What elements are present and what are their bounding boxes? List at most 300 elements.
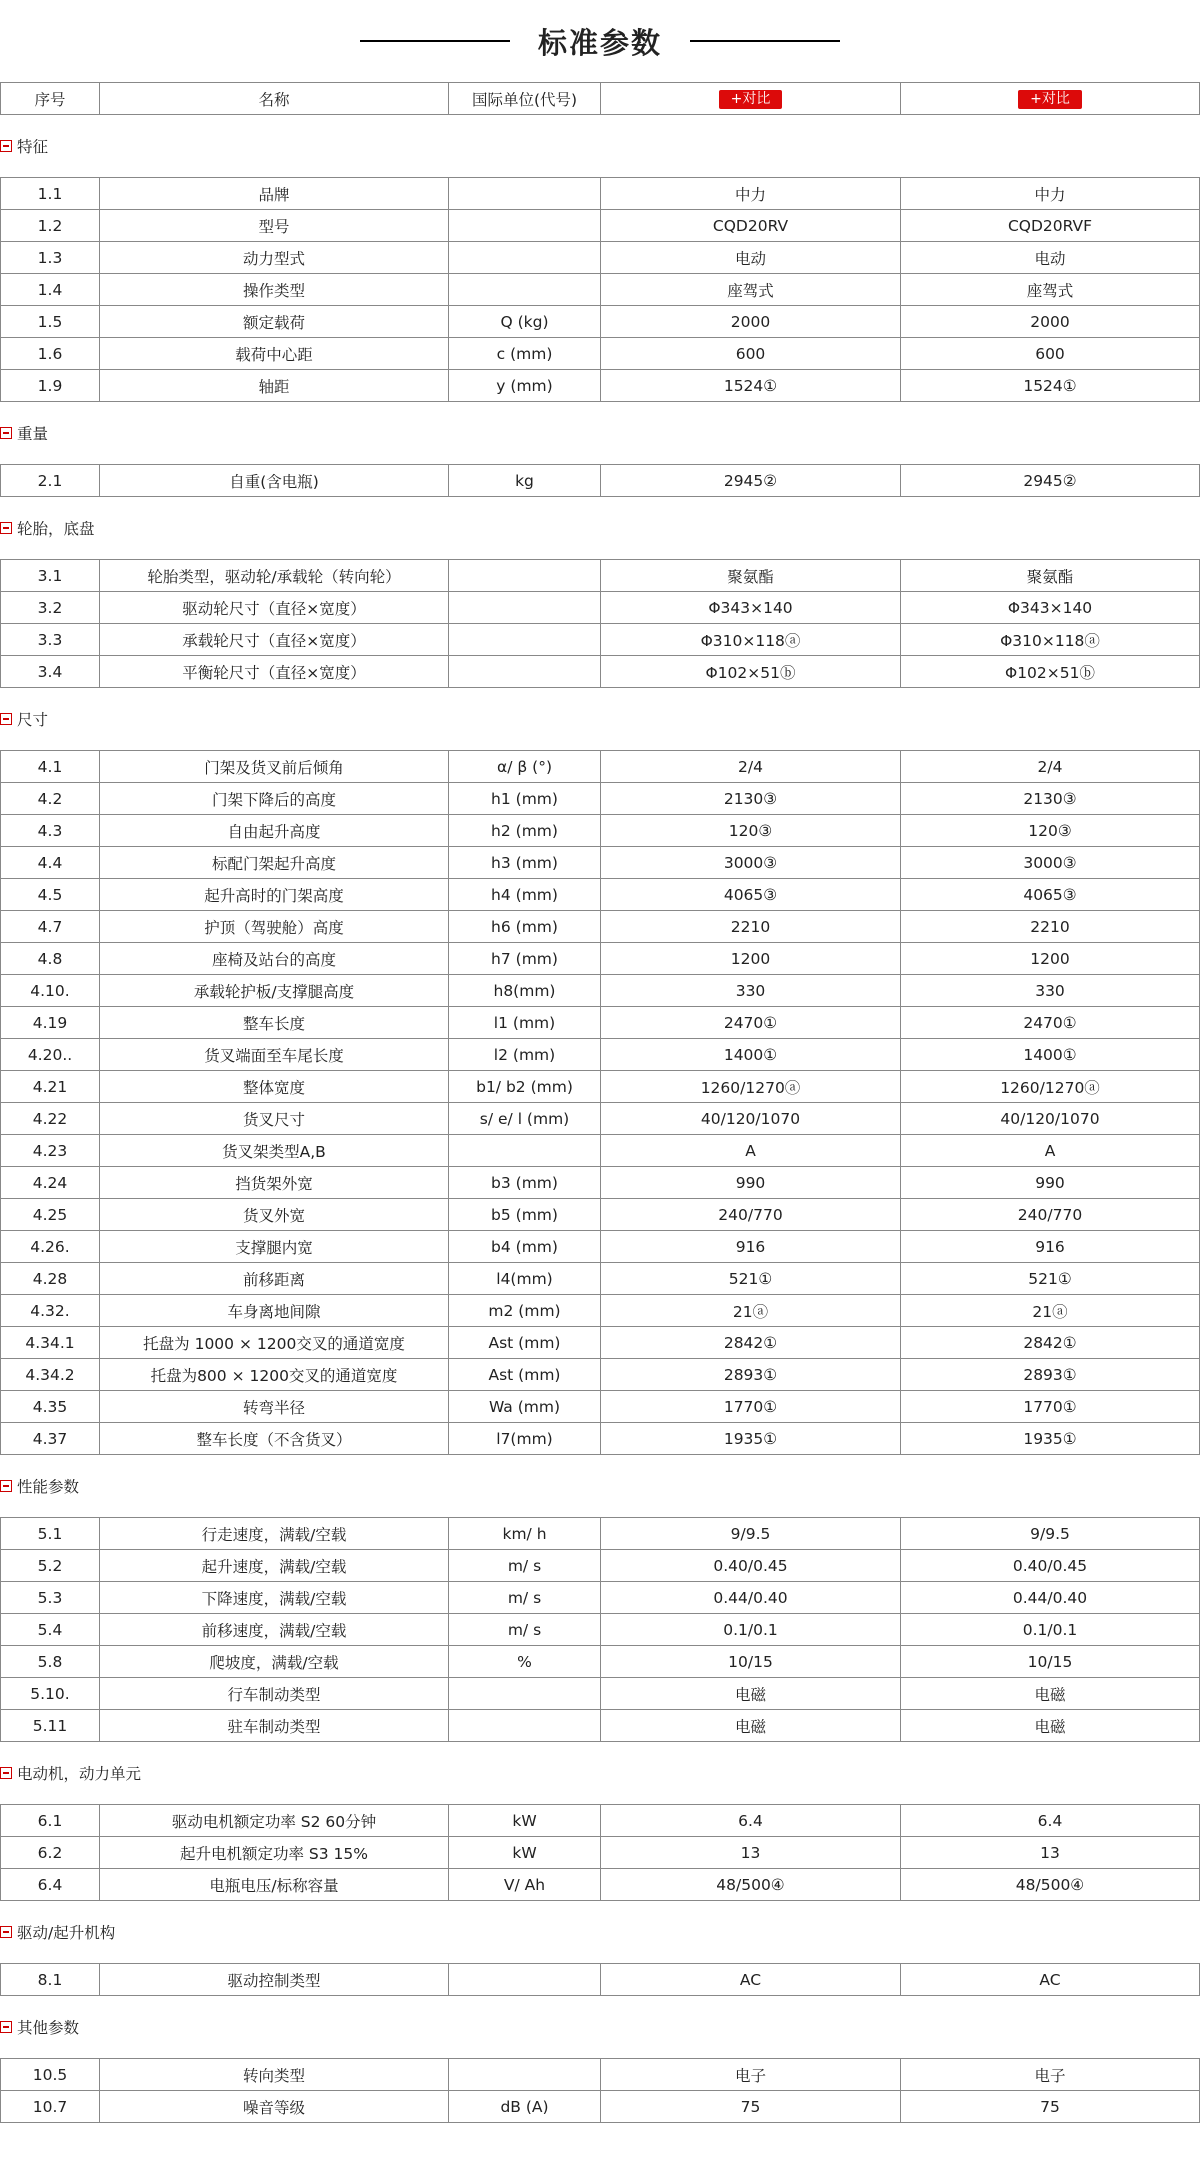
cell-value-2: 0.44/0.40 [901,1582,1200,1614]
cell-no: 4.34.2 [1,1359,100,1391]
cell-value-1: 990 [601,1167,901,1199]
cell-name: 承载轮尺寸（直径×宽度） [100,624,449,656]
cell-no: 4.37 [1,1423,100,1455]
cell-unit: h6 (mm) [449,911,601,943]
cell-unit: b1/ b2 (mm) [449,1071,601,1103]
page-title: 标准参数 [537,25,662,60]
collapse-toggle-icon[interactable] [0,1926,12,1938]
collapse-toggle-icon[interactable] [0,2021,12,2033]
section-title: 特征 [17,138,49,156]
cell-name: 驱动轮尺寸（直径×宽度） [100,592,449,624]
header-compare-cell-2 [901,83,1200,115]
cell-no: 4.34.1 [1,1327,100,1359]
cell-value-2: 2945② [901,465,1200,497]
table-row [1,2059,1200,2091]
table-row [1,751,1200,783]
cell-name: 标配门架起升高度 [100,847,449,879]
cell-name: 挡货架外宽 [100,1167,449,1199]
title-divider-right [690,40,840,42]
cell-no: 3.3 [1,624,100,656]
table-row [1,560,1200,592]
cell-unit: dB (A) [449,2091,601,2123]
table-row [1,1614,1200,1646]
table-row [1,879,1200,911]
cell-no: 4.21 [1,1071,100,1103]
cell-name: 货叉架类型A,B [100,1135,449,1167]
cell-no: 4.23 [1,1135,100,1167]
minus-icon [3,718,9,720]
minus-icon [3,1931,9,1933]
table-row [1,656,1200,688]
cell-value-2: 3000③ [901,847,1200,879]
cell-value-1: 2842① [601,1327,901,1359]
section-table [0,1804,1200,1901]
cell-value-1: 0.1/0.1 [601,1614,901,1646]
cell-value-2: 电磁 [901,1678,1200,1710]
table-row [1,1135,1200,1167]
cell-no: 3.1 [1,560,100,592]
cell-value-2: 9/9.5 [901,1518,1200,1550]
table-row [1,210,1200,242]
cell-no: 4.5 [1,879,100,911]
cell-value-2: 2130③ [901,783,1200,815]
collapse-toggle-icon[interactable] [0,427,12,439]
cell-value-2: 13 [901,1837,1200,1869]
cell-name: 前移速度，满载/空载 [100,1614,449,1646]
cell-value-2: Φ343×140 [901,592,1200,624]
cell-value-2: 600 [901,338,1200,370]
cell-no: 6.1 [1,1805,100,1837]
section-title: 其他参数 [17,2019,80,2037]
header-no: 序号 [1,83,100,115]
cell-value-1: 3000③ [601,847,901,879]
cell-no: 3.4 [1,656,100,688]
section-title: 轮胎，底盘 [17,520,95,538]
cell-unit: h2 (mm) [449,815,601,847]
cell-value-2: 1935① [901,1423,1200,1455]
cell-value-1: Φ310×118ⓐ [601,624,901,656]
table-row [1,1071,1200,1103]
table-row [1,274,1200,306]
cell-name: 自重(含电瓶) [100,465,449,497]
cell-name: 整车长度（不含货叉） [100,1423,449,1455]
cell-value-1: 2000 [601,306,901,338]
cell-value-2: 6.4 [901,1805,1200,1837]
table-row [1,1263,1200,1295]
cell-name: 起升速度，满载/空载 [100,1550,449,1582]
cell-value-1: 2893① [601,1359,901,1391]
cell-no: 5.1 [1,1518,100,1550]
cell-no: 4.7 [1,911,100,943]
cell-value-2: 10/15 [901,1646,1200,1678]
compare-button-2[interactable]: +对比 [1018,90,1082,109]
table-row [1,465,1200,497]
section-table [0,1517,1200,1742]
cell-unit [449,178,601,210]
cell-no: 10.7 [1,2091,100,2123]
cell-value-2: 4065③ [901,879,1200,911]
cell-value-2: 电动 [901,242,1200,274]
cell-no: 4.24 [1,1167,100,1199]
cell-value-1: A [601,1135,901,1167]
table-row [1,1646,1200,1678]
cell-no: 4.32. [1,1295,100,1327]
section-title: 电动机，动力单元 [17,1765,142,1783]
cell-name: 品牌 [100,178,449,210]
cell-no: 4.35 [1,1391,100,1423]
cell-value-2: 0.1/0.1 [901,1614,1200,1646]
cell-value-1: 0.40/0.45 [601,1550,901,1582]
cell-unit [449,242,601,274]
cell-value-1: 21ⓐ [601,1295,901,1327]
table-row [1,1869,1200,1901]
title-divider-left [360,40,510,42]
cell-unit: b3 (mm) [449,1167,601,1199]
cell-value-2: 2842① [901,1327,1200,1359]
table-row [1,1710,1200,1742]
cell-value-2: 1400① [901,1039,1200,1071]
table-row [1,943,1200,975]
cell-value-1: 座驾式 [601,274,901,306]
section-header [0,1901,1200,1963]
cell-unit: Ast (mm) [449,1327,601,1359]
table-row [1,911,1200,943]
cell-no: 4.1 [1,751,100,783]
cell-no: 4.8 [1,943,100,975]
section-title: 性能参数 [17,1478,80,1496]
collapse-toggle-icon[interactable] [0,1767,12,1779]
cell-unit: α/ β (°) [449,751,601,783]
table-row [1,1550,1200,1582]
cell-unit: m/ s [449,1614,601,1646]
cell-value-2: 2470① [901,1007,1200,1039]
cell-no: 1.2 [1,210,100,242]
table-row [1,1518,1200,1550]
cell-value-2: 座驾式 [901,274,1200,306]
cell-value-2: 1200 [901,943,1200,975]
table-row [1,1964,1200,1996]
header-compare-cell-1 [601,83,901,115]
cell-unit [449,1710,601,1742]
cell-value-2: 240/770 [901,1199,1200,1231]
cell-no: 4.10. [1,975,100,1007]
cell-value-1: 1260/1270ⓐ [601,1071,901,1103]
cell-unit: kW [449,1837,601,1869]
cell-unit: l1 (mm) [449,1007,601,1039]
cell-no: 5.10. [1,1678,100,1710]
cell-unit: l4(mm) [449,1263,601,1295]
cell-unit: b5 (mm) [449,1199,601,1231]
cell-name: 支撑腿内宽 [100,1231,449,1263]
section-title: 重量 [17,425,49,443]
cell-name: 门架下降后的高度 [100,783,449,815]
cell-value-1: Φ343×140 [601,592,901,624]
section-header [0,497,1200,559]
cell-unit: h4 (mm) [449,879,601,911]
cell-value-2: 2893① [901,1359,1200,1391]
cell-value-1: 40/120/1070 [601,1103,901,1135]
cell-name: 驻车制动类型 [100,1710,449,1742]
header-row [1,83,1200,115]
cell-value-1: 2945② [601,465,901,497]
section-title: 驱动/起升机构 [17,1924,116,1942]
cell-value-1: 聚氨酯 [601,560,901,592]
cell-unit: h3 (mm) [449,847,601,879]
cell-no: 8.1 [1,1964,100,1996]
table-row [1,242,1200,274]
cell-no: 5.11 [1,1710,100,1742]
cell-name: 托盘为 1000 × 1200交叉的通道宽度 [100,1327,449,1359]
section-table [0,2058,1200,2123]
cell-value-2: 120③ [901,815,1200,847]
cell-unit: l7(mm) [449,1423,601,1455]
table-row [1,1295,1200,1327]
minus-icon [3,432,9,434]
cell-value-1: 600 [601,338,901,370]
cell-no: 3.2 [1,592,100,624]
cell-value-2: 1524① [901,370,1200,402]
cell-value-2: 聚氨酯 [901,560,1200,592]
cell-no: 1.3 [1,242,100,274]
table-row [1,1103,1200,1135]
table-row [1,1039,1200,1071]
cell-no: 4.19 [1,1007,100,1039]
cell-name: 整体宽度 [100,1071,449,1103]
cell-no: 4.26. [1,1231,100,1263]
table-row [1,847,1200,879]
cell-unit: h8(mm) [449,975,601,1007]
table-row [1,1805,1200,1837]
header-table [0,82,1200,115]
minus-icon [3,2026,9,2028]
cell-no: 4.3 [1,815,100,847]
cell-name: 平衡轮尺寸（直径×宽度） [100,656,449,688]
cell-unit: kg [449,465,601,497]
cell-unit: c (mm) [449,338,601,370]
cell-no: 6.4 [1,1869,100,1901]
cell-unit [449,1135,601,1167]
cell-value-1: 2/4 [601,751,901,783]
cell-name: 货叉尺寸 [100,1103,449,1135]
cell-value-2: 48/500④ [901,1869,1200,1901]
cell-value-2: Φ102×51ⓑ [901,656,1200,688]
cell-unit [449,560,601,592]
cell-no: 1.1 [1,178,100,210]
cell-unit: y (mm) [449,370,601,402]
cell-value-1: 1524① [601,370,901,402]
cell-value-1: 330 [601,975,901,1007]
cell-value-2: 916 [901,1231,1200,1263]
table-row [1,1199,1200,1231]
cell-name: 货叉端面至车尾长度 [100,1039,449,1071]
cell-unit: Q (kg) [449,306,601,338]
table-row [1,1007,1200,1039]
cell-value-1: 9/9.5 [601,1518,901,1550]
collapse-toggle-icon[interactable] [0,522,12,534]
cell-value-1: 电子 [601,2059,901,2091]
section-header [0,688,1200,750]
cell-unit: m/ s [449,1582,601,1614]
cell-no: 1.6 [1,338,100,370]
cell-value-1: 1200 [601,943,901,975]
cell-value-1: 10/15 [601,1646,901,1678]
table-row [1,2091,1200,2123]
cell-unit: h7 (mm) [449,943,601,975]
cell-name: 行走速度，满载/空载 [100,1518,449,1550]
table-row [1,783,1200,815]
cell-name: 起升电机额定功率 S3 15% [100,1837,449,1869]
table-row [1,815,1200,847]
cell-name: 操作类型 [100,274,449,306]
cell-no: 4.2 [1,783,100,815]
cell-unit: km/ h [449,1518,601,1550]
cell-value-1: 916 [601,1231,901,1263]
cell-unit: m2 (mm) [449,1295,601,1327]
cell-value-1: 4065③ [601,879,901,911]
cell-value-2: 0.40/0.45 [901,1550,1200,1582]
section-header [0,115,1200,177]
cell-no: 10.5 [1,2059,100,2091]
cell-value-1: 电磁 [601,1678,901,1710]
cell-no: 2.1 [1,465,100,497]
cell-unit [449,210,601,242]
cell-no: 4.4 [1,847,100,879]
header-unit: 国际单位(代号) [449,83,601,115]
table-row [1,975,1200,1007]
table-row [1,1582,1200,1614]
cell-value-2: 75 [901,2091,1200,2123]
cell-name: 型号 [100,210,449,242]
cell-value-1: 1770① [601,1391,901,1423]
cell-value-1: CQD20RV [601,210,901,242]
cell-value-1: 240/770 [601,1199,901,1231]
cell-value-1: 1935① [601,1423,901,1455]
cell-value-1: 电动 [601,242,901,274]
cell-unit: b4 (mm) [449,1231,601,1263]
section-table [0,464,1200,497]
cell-name: 下降速度，满载/空载 [100,1582,449,1614]
table-row [1,1837,1200,1869]
cell-unit: m/ s [449,1550,601,1582]
cell-value-1: 521① [601,1263,901,1295]
section-header [0,1996,1200,2058]
cell-name: 行车制动类型 [100,1678,449,1710]
table-row [1,178,1200,210]
cell-name: 转弯半径 [100,1391,449,1423]
cell-unit [449,2059,601,2091]
cell-unit [449,1964,601,1996]
collapse-toggle-icon[interactable] [0,713,12,725]
cell-no: 5.4 [1,1614,100,1646]
cell-no: 4.28 [1,1263,100,1295]
cell-value-2: AC [901,1964,1200,1996]
section-table [0,750,1200,1455]
cell-name: 门架及货叉前后倾角 [100,751,449,783]
cell-name: 轮胎类型，驱动轮/承载轮（转向轮） [100,560,449,592]
cell-unit [449,1678,601,1710]
cell-value-2: A [901,1135,1200,1167]
cell-unit: % [449,1646,601,1678]
table-row [1,592,1200,624]
cell-unit: s/ e/ l (mm) [449,1103,601,1135]
cell-name: 电瓶电压/标称容量 [100,1869,449,1901]
cell-value-2: 中力 [901,178,1200,210]
cell-no: 4.20.. [1,1039,100,1071]
spec-sections [0,115,1200,2123]
section-table [0,559,1200,688]
section-header [0,402,1200,464]
cell-value-2: 2210 [901,911,1200,943]
cell-unit: kW [449,1805,601,1837]
cell-name: 轴距 [100,370,449,402]
cell-no: 4.22 [1,1103,100,1135]
cell-unit [449,656,601,688]
cell-no: 1.5 [1,306,100,338]
cell-unit: Ast (mm) [449,1359,601,1391]
cell-no: 4.25 [1,1199,100,1231]
cell-value-2: 电磁 [901,1710,1200,1742]
minus-icon [3,527,9,529]
cell-value-1: 电磁 [601,1710,901,1742]
cell-name: 自由起升高度 [100,815,449,847]
cell-value-2: 1260/1270ⓐ [901,1071,1200,1103]
cell-value-1: AC [601,1964,901,1996]
header-name: 名称 [100,83,449,115]
cell-value-2: 电子 [901,2059,1200,2091]
cell-value-2: Φ310×118ⓐ [901,624,1200,656]
cell-value-1: 中力 [601,178,901,210]
table-row [1,338,1200,370]
cell-name: 额定载荷 [100,306,449,338]
cell-name: 转向类型 [100,2059,449,2091]
cell-value-2: 990 [901,1167,1200,1199]
collapse-toggle-icon[interactable] [0,1480,12,1492]
section-header [0,1742,1200,1804]
cell-value-1: 2130③ [601,783,901,815]
cell-value-2: CQD20RVF [901,210,1200,242]
cell-name: 动力型式 [100,242,449,274]
cell-name: 护顶（驾驶舱）高度 [100,911,449,943]
section-table [0,177,1200,402]
table-row [1,1327,1200,1359]
cell-name: 车身离地间隙 [100,1295,449,1327]
cell-name: 驱动控制类型 [100,1964,449,1996]
cell-unit [449,624,601,656]
cell-unit: V/ Ah [449,1869,601,1901]
cell-name: 驱动电机额定功率 S2 60分钟 [100,1805,449,1837]
table-row [1,624,1200,656]
section-header [0,1455,1200,1517]
cell-name: 前移距离 [100,1263,449,1295]
compare-button-1[interactable]: +对比 [719,90,783,109]
cell-no: 6.2 [1,1837,100,1869]
cell-value-1: 2210 [601,911,901,943]
cell-name: 承载轮护板/支撑腿高度 [100,975,449,1007]
cell-value-2: 330 [901,975,1200,1007]
minus-icon [3,1485,9,1487]
cell-value-1: 0.44/0.40 [601,1582,901,1614]
cell-unit: h1 (mm) [449,783,601,815]
cell-value-1: 120③ [601,815,901,847]
cell-value-1: 13 [601,1837,901,1869]
cell-value-2: 521① [901,1263,1200,1295]
cell-name: 起升高时的门架高度 [100,879,449,911]
cell-value-1: 1400① [601,1039,901,1071]
cell-name: 载荷中心距 [100,338,449,370]
collapse-toggle-icon[interactable] [0,140,12,152]
cell-unit [449,592,601,624]
table-row [1,370,1200,402]
